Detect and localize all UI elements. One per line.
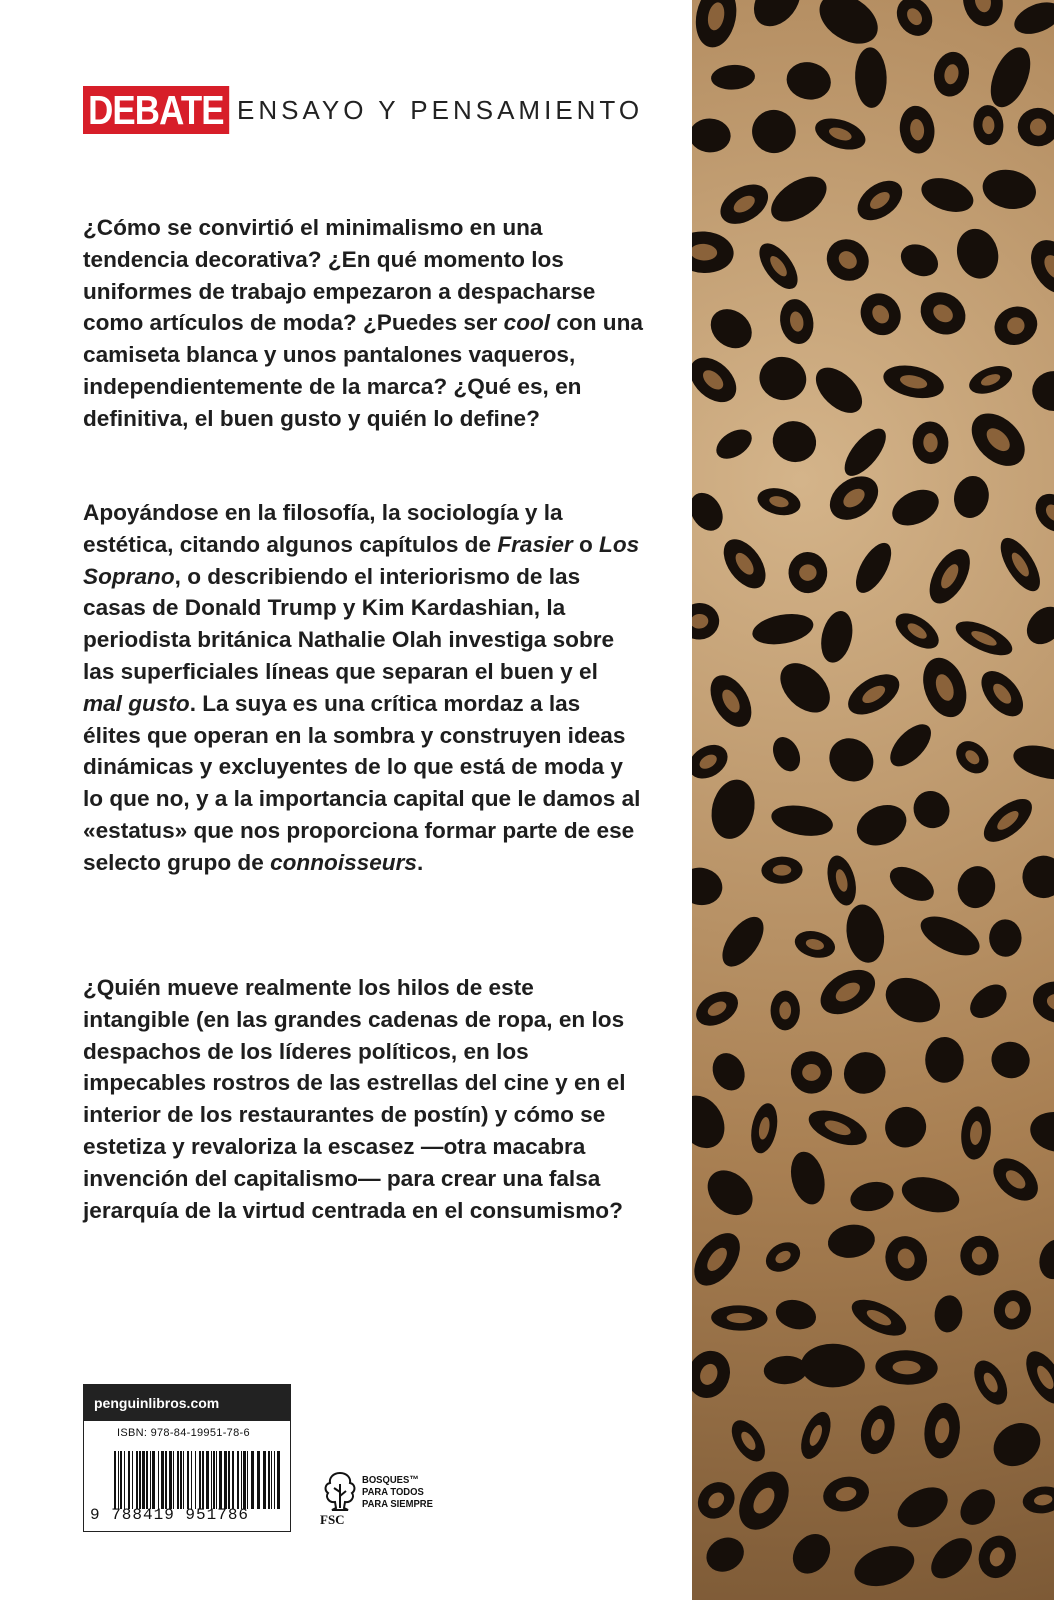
fsc-logo: [320, 1470, 470, 1530]
debate-logo: DEBATE: [83, 86, 229, 134]
leopard-print-pattern: [692, 0, 1054, 1600]
fsc-tree-icon: [320, 1470, 360, 1512]
barcode-digits: 9 788419 951786: [90, 1506, 250, 1524]
fsc-slogan: [362, 1474, 433, 1510]
isbn-text: ISBN: 978-84-19951-78-6: [117, 1427, 250, 1439]
blurb-paragraph-2: Apoyándose en la filosofía, la sociología y la estética, citando algunos capítulos de Frasier o Los Soprano, o describiendo el interiorismo de las casas de Donald Trump y Kim Kardashian, la periodista británica Nathalie Olah investiga sobre las superficiales líneas que separan el buen y el mal gusto. La suya es una crítica mordaz a las élites que operan en la sombra y construyen ideas dinámicas y excluyentes de lo que está de moda y lo que no, y a la importancia capital que le damos al «estatus» que nos proporciona formar parte de ese selecto grupo de connoisseurs.: [83, 500, 641, 875]
blurb-paragraph-3: ¿Quién mueve realmente los hilos de este intangible (en las grandes cadenas de ropa, en los despachos de los líderes políticos, en los impecables rostros de las estrellas del cine y en el interior de los restaurantes de postín) y cómo se estetiza y revaloriza la escasez —otra macabra invención del capitalismo— para crear una falsa jerarquía de la virtud centrada en el consumismo?: [83, 975, 626, 1223]
fsc-slogan-line-3: PARA SIEMPRE: [362, 1498, 433, 1510]
publisher-website: penguinlibros.com: [84, 1385, 290, 1421]
fsc-slogan-line-2: PARA TODOS: [362, 1486, 424, 1498]
barcode-block: [83, 1384, 291, 1532]
blurb-paragraph-1: ¿Cómo se convirtió el minimalismo en una tendencia decorativa? ¿En qué momento los uniformes de trabajo empezaron a despacharse como artículos de moda? ¿Puedes ser cool con una camiseta blanca y unos pantalones vaqueros, independientemente de la marca? ¿Qué es, en definitiva, el buen gusto y quién lo define?: [83, 215, 643, 431]
collection-name: ENSAYO Y PENSAMIENTO: [237, 95, 644, 125]
fsc-slogan-line-1: BOSQUES™: [362, 1474, 419, 1486]
publisher-logo: [83, 86, 644, 134]
fsc-label: FSC: [320, 1512, 345, 1527]
barcode-icon: [114, 1451, 284, 1509]
